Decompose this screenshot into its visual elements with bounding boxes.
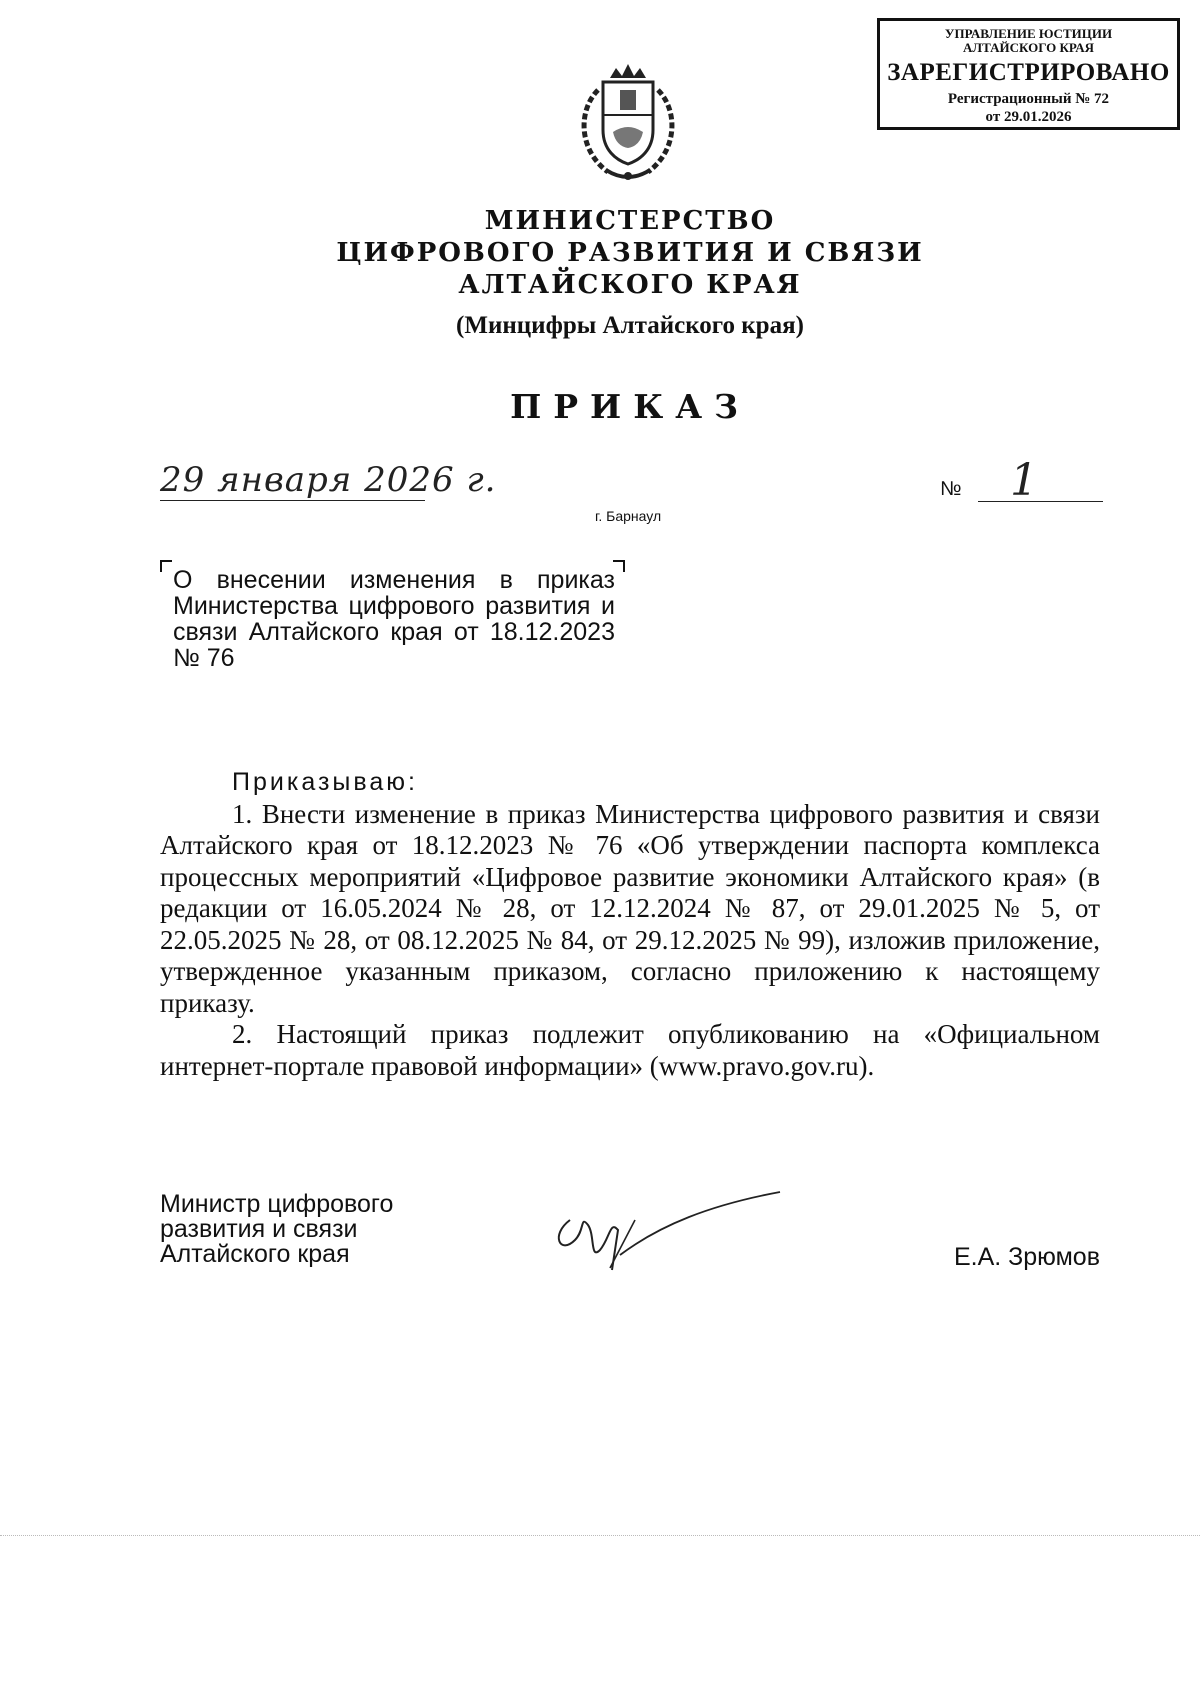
- order-clause-1: 1. Внести изменение в приказ Министерства цифрового развития и связи Алтайского края от 18.12.2023 № 76 «Об утверждении паспорта комплекса процессных мероприятий «Цифровое развитие экономики Алтайского края» (в редакции от 16.05.2024 № 28, от 12.12.2024 № 87, от 29.01.2025 № 5, от 22.05.2025 № 28, от 08.12.2025 № 84, от 29.12.2025 № 99), изложив приложение, утвержденное указанным приказом, согласно приложению к настоящему приказу.: [160, 798, 1100, 1018]
- ministry-line2: ЦИФРОВОГО РАЗВИТИЯ И СВЯЗИ: [336, 238, 924, 268]
- signatory-name: Е.А. Зрюмов: [953, 1243, 1100, 1271]
- document-type-title: ПРИКАЗ: [510, 387, 750, 426]
- order-lead: Приказываю:: [232, 768, 418, 796]
- handwritten-number: 1: [1010, 455, 1038, 506]
- stamp-reg-date: от 29.01.2026: [985, 109, 1072, 125]
- number-label: №: [940, 478, 962, 500]
- ministry-line1: МИНИСТЕРСТВО: [484, 206, 776, 236]
- stamp-reg-number: Регистрационный № 72: [947, 91, 1110, 107]
- city-label: г. Барнаул: [595, 508, 662, 524]
- ministry-short-name: (Минцифры Алтайского края): [456, 312, 804, 339]
- ministry-name: [200, 205, 1060, 301]
- stamp-authority-line2: АЛТАЙСКОГО КРАЯ: [963, 40, 1094, 55]
- signatory-title-line2: развития и связи: [160, 1215, 358, 1243]
- signatory-title-line3: Алтайского края: [160, 1240, 350, 1268]
- handwritten-signature: [540, 1180, 790, 1275]
- registration-stamp: [877, 18, 1180, 130]
- coat-of-arms-icon: [568, 60, 688, 188]
- date-underline: [160, 500, 425, 501]
- stamp-status: ЗАРЕГИСТРИРОВАНО: [887, 59, 1170, 86]
- order-subject: О внесении изменения в приказ Министерства цифрового развития и связи Алтайского края от 18.12.2023 № 76: [173, 566, 615, 672]
- signatory-title: [160, 1192, 393, 1267]
- order-body: [160, 767, 1100, 1082]
- stamp-authority-line1: УПРАВЛЕНИЕ ЮСТИЦИИ: [944, 26, 1113, 41]
- page-bottom-rule: [0, 1535, 1200, 1536]
- subject-bracket-left: [160, 560, 172, 572]
- number-underline: [978, 501, 1103, 502]
- signatory-title-line1: Министр цифрового: [160, 1190, 394, 1218]
- order-clause-2: 2. Настоящий приказ подлежит опубликованию на «Официальном интернет-портале правовой информации» (www.pravo.gov.ru).: [160, 1019, 1100, 1081]
- ministry-line3: АЛТАЙСКОГО КРАЯ: [458, 270, 802, 300]
- handwritten-date: 29 января 2026 г.: [160, 460, 497, 500]
